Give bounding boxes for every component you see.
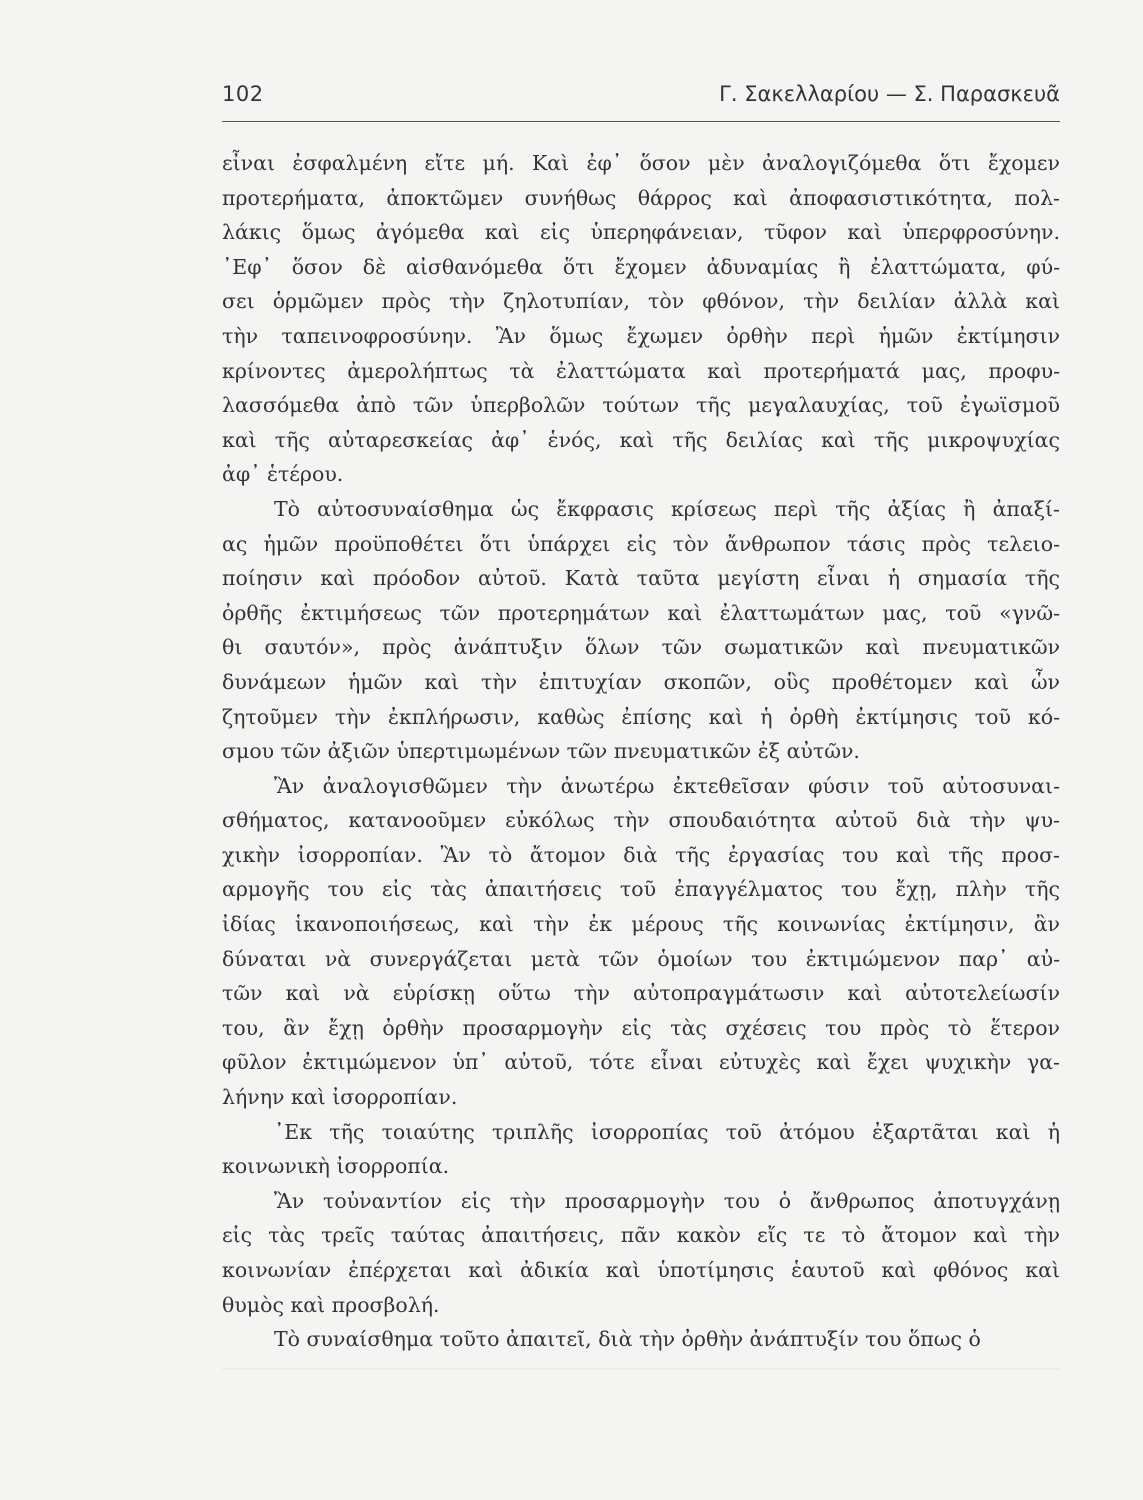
text-line: ὀρθῆς ἐκτιμήσεως τῶν προτερημάτων καὶ ἐλαττωμάτων μας, τοῦ «γνῶ- — [222, 600, 1060, 625]
paragraph — [222, 492, 1060, 769]
paragraph — [222, 1184, 1060, 1322]
text-line: εἶναι ἐσφαλμένη εἴτε μή. Καὶ ἐφ᾽ ὅσον μὲν ἀναλογιζόμεθα ὅτι ἔχομεν — [222, 151, 1060, 175]
page-number: 102 — [222, 82, 264, 106]
text-line: ἰδίας ἱκανοποιήσεως, καὶ τὴν ἐκ μέρους τῆς κοινωνίας ἐκτίμησιν, ἂν — [222, 912, 1060, 937]
text-line: κοινωνικὴ ἰσορροπία. — [222, 1154, 450, 1179]
text-line: καὶ τῆς αὐταρεσκείας ἀφ᾽ ἑνός, καὶ τῆς δειλίας καὶ τῆς μικροψυχίας — [222, 427, 1060, 452]
text-line: σθήματος, κατανοοῦμεν εὐκόλως τὴν σπουδαιότητα αὐτοῦ διὰ τὴν ψυ- — [222, 808, 1060, 833]
text-line: κοινωνίαν ἐπέρχεται καὶ ἀδικία καὶ ὑποτίμησις ἑαυτοῦ καὶ φθόνος καὶ — [222, 1258, 1060, 1282]
text-line: λήνην καὶ ἰσορροπίαν. — [222, 1085, 458, 1110]
text-line: σει ὁρμῶμεν πρὸς τὴν ζηλοτυπίαν, τὸν φθόνον, τὴν δειλίαν ἀλλὰ καὶ — [222, 289, 1060, 314]
text-line: χικὴν ἰσορροπίαν. Ἂν τὸ ἄτομον διὰ τῆς ἐργασίας του καὶ τῆς προσ- — [222, 842, 1060, 867]
text-line: ἀφ᾽ ἑτέρου. — [222, 462, 344, 487]
text-line: Ἂν ἀναλογισθῶμεν τὴν ἀνωτέρω ἐκτεθεῖσαν φύσιν τοῦ αὐτοσυναι- — [274, 773, 1060, 798]
running-head: Γ. Σακελλαρίου — Σ. Παρασκευᾶ — [719, 82, 1060, 106]
text-line: θι σαυτόν», πρὸς ἀνάπτυξιν ὅλων τῶν σωματικῶν καὶ πνευματικῶν — [222, 635, 1060, 660]
text-line: σμου τῶν ἀξιῶν ὑπερτιμωμένων τῶν πνευματικῶν ἐξ αὐτῶν. — [222, 739, 860, 764]
text-line: ᾿Εφ᾽ ὅσον δὲ αἰσθανόμεθα ὅτι ἔχομεν ἀδυναμίας ἢ ἐλαττώματα, φύ- — [222, 254, 1060, 279]
text-line: ᾿Εκ τῆς τοιαύτης τριπλῆς ἰσορροπίας τοῦ ἀτόμου ἐξαρτᾶται καὶ ἡ — [274, 1119, 1060, 1144]
paragraph — [222, 146, 1060, 492]
text-line: Ἂν τοὐναντίον εἰς τὴν προσαρμογὴν του ὁ ἄνθρωπος ἀποτυγχάνῃ — [274, 1188, 1060, 1213]
bleed-through-shadow — [222, 1368, 1060, 1370]
text-line: δυνάμεων ἡμῶν καὶ τὴν ἐπιτυχίαν σκοπῶν, οὓς προθέτομεν καὶ ὧν — [222, 669, 1060, 694]
text-line: τὴν ταπεινοφροσύνην. Ἂν ὅμως ἔχωμεν ὀρθὴν περὶ ἡμῶν ἐκτίμησιν — [222, 323, 1060, 348]
text-line: ζητοῦμεν τὴν ἐκπλήρωσιν, καθὼς ἐπίσης καὶ ἡ ὀρθὴ ἐκτίμησις τοῦ κό- — [222, 704, 1060, 729]
text-line: ποίησιν καὶ πρόοδον αὐτοῦ. Κατὰ ταῦτα μεγίστη εἶναι ἡ σημασία τῆς — [222, 566, 1060, 591]
text-line: δύναται νὰ συνεργάζεται μετὰ τῶν ὁμοίων του ἐκτιμώμενον παρ᾽ αὐ- — [222, 946, 1060, 971]
text-line: Τὸ συναίσθημα τοῦτο ἀπαιτεῖ, διὰ τὴν ὀρθὴν ἀνάπτυξίν του ὅπως ὁ — [274, 1327, 981, 1352]
text-line: θυμὸς καὶ προσβολή. — [222, 1292, 440, 1317]
paragraph — [222, 1322, 1060, 1357]
text-line: του, ἂν ἔχῃ ὀρθὴν προσαρμογὴν εἰς τὰς σχέσεις του πρὸς τὸ ἕτερον — [222, 1015, 1060, 1040]
text-line: λασσόμεθα ἀπὸ τῶν ὑπερβολῶν τούτων τῆς μεγαλαυχίας, τοῦ ἐγωϊσμοῦ — [222, 393, 1060, 418]
text-line: ας ἡμῶν προϋποθέτει ὅτι ὑπάρχει εἰς τὸν ἄνθρωπον τάσις πρὸς τελειο- — [222, 531, 1060, 556]
text-line: τῶν καὶ νὰ εὑρίσκῃ οὕτω τὴν αὐτοπραγμάτωσιν καὶ αὐτοτελείωσίν — [222, 981, 1060, 1006]
text-line: αρμογῆς του εἰς τὰς ἀπαιτήσεις τοῦ ἐπαγγέλματος του ἔχῃ, πλὴν τῆς — [222, 877, 1060, 902]
body-text — [222, 146, 1060, 1357]
text-line: προτερήματα, ἀποκτῶμεν συνήθως θάρρος καὶ ἀποφασιστικότητα, πολ- — [222, 185, 1060, 210]
page-header — [222, 82, 1060, 114]
text-line: εἰς τὰς τρεῖς ταύτας ἀπαιτήσεις, πᾶν κακὸν εἴς τε τὸ ἄτομον καὶ τὴν — [222, 1223, 1060, 1248]
text-line: κρίνοντες ἀμερολήπτως τὰ ἐλαττώματα καὶ προτερήματά μας, προφυ- — [222, 358, 1060, 383]
text-line: φῦλον ἐκτιμώμενον ὑπ᾽ αὐτοῦ, τότε εἶναι εὐτυχὲς καὶ ἔχει ψυχικὴν γα- — [222, 1050, 1060, 1075]
paragraph — [222, 1115, 1060, 1184]
paragraph — [222, 769, 1060, 1115]
header-rule — [222, 121, 1060, 122]
text-line: Τὸ αὐτοσυναίσθημα ὡς ἔκφρασις κρίσεως περὶ τῆς ἀξίας ἢ ἀπαξί- — [274, 496, 1060, 521]
text-line: λάκις ὅμως ἀγόμεθα καὶ εἰς ὑπερηφάνειαν, τῦφον καὶ ὑπερφροσύνην. — [222, 220, 1060, 245]
